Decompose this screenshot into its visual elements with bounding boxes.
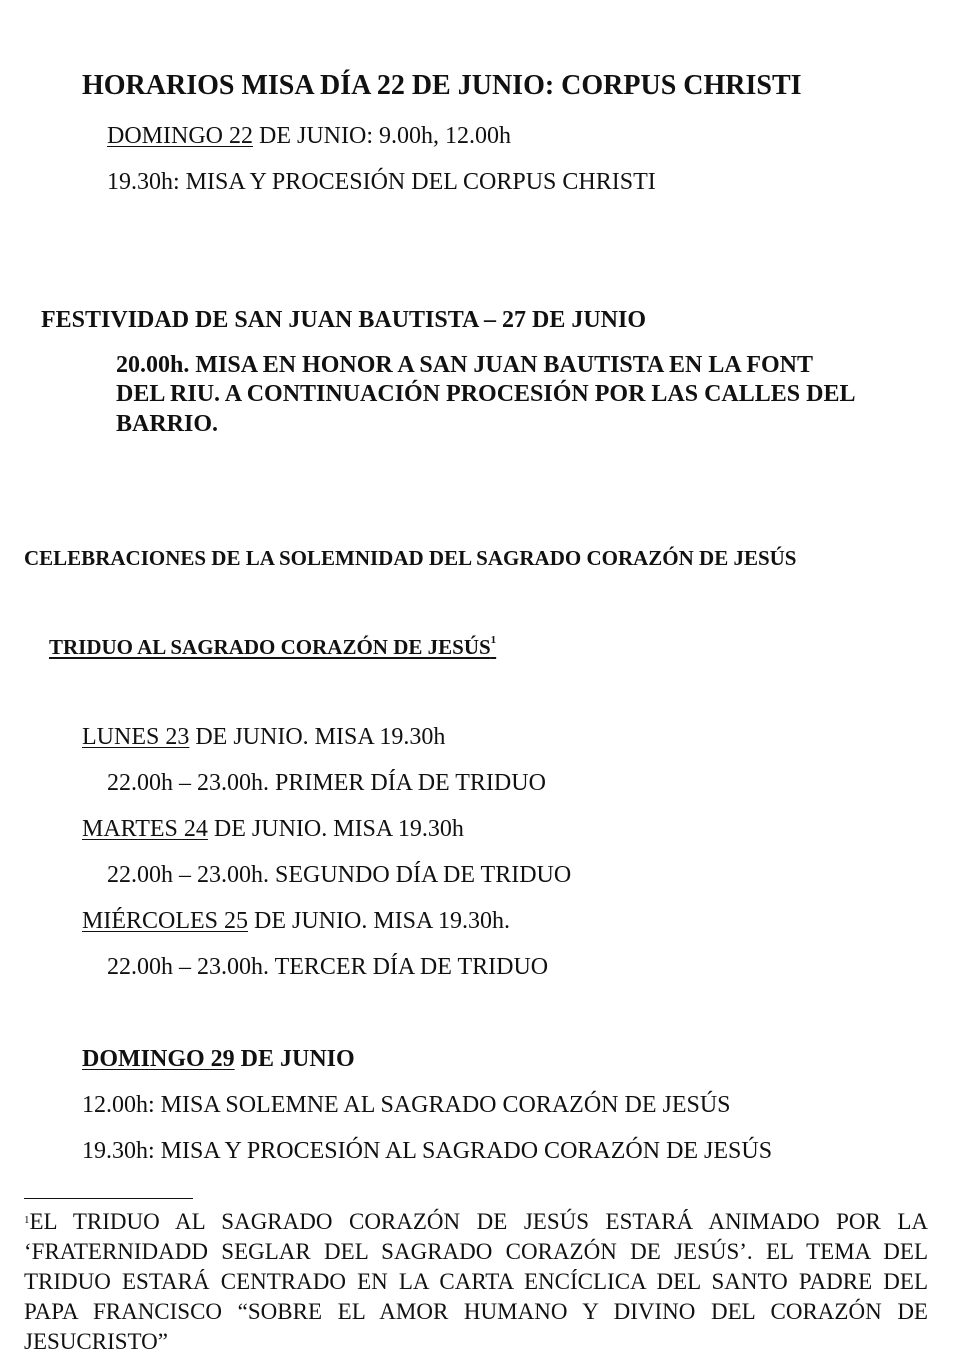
domingo-29-title: DOMINGO 29 DE JUNIO (82, 1046, 355, 1072)
corpus-date: DOMINGO 22 (107, 123, 253, 149)
corpus-line-1 (107, 124, 511, 148)
corpus-line-2: 19.30h: MISA Y PROCESIÓN DEL CORPUS CHRISTI (107, 169, 656, 195)
triduo-day-2-sub: 22.00h – 23.00h. SEGUNDO DÍA DE TRIDUO (107, 862, 572, 888)
triduo-day-2: MARTES 24 DE JUNIO. MISA 19.30h (82, 816, 464, 842)
triduo-day-3-sub: 22.00h – 23.00h. TERCER DÍA DE TRIDUO (107, 954, 549, 980)
san-juan-line-1: 20.00h. MISA EN HONOR A SAN JUAN BAUTISTA EN LA FONT (116, 352, 814, 378)
san-juan-line-3: BARRIO. (116, 411, 219, 437)
footnote (24, 1207, 928, 1357)
corpus-times: DE JUNIO: 9.00h, 12.00h (253, 123, 511, 149)
domingo-29-line-1: 12.00h: MISA SOLEMNE AL SAGRADO CORAZÓN DE JESÚS (82, 1092, 731, 1118)
footnote-text: EL TRIDUO AL SAGRADO CORAZÓN DE JESÚS ESTARÁ ANIMADO POR LA ‘FRATERNIDADD SEGLAR DEL SAGRADO CORAZÓN DE JESÚS’. EL TEMA DEL TRIDUO ESTARÁ CENTRADO EN LA CARTA ENCÍCLICA DEL SANTO PADRE DEL PAPA FRANCISCO “SOBRE EL AMOR HUMANO Y DIVINO DEL CORAZÓN DE JESUCRISTO” (24, 1209, 928, 1354)
footnote-separator (24, 1198, 193, 1199)
san-juan-title: FESTIVIDAD DE SAN JUAN BAUTISTA – 27 DE JUNIO (41, 307, 646, 333)
triduo-title (49, 634, 497, 659)
domingo-29-line-2: 19.30h: MISA Y PROCESIÓN AL SAGRADO CORAZÓN DE JESÚS (82, 1138, 773, 1164)
triduo-day-1: LUNES 23 DE JUNIO. MISA 19.30h (82, 724, 446, 750)
triduo-day-3: MIÉRCOLES 25 DE JUNIO. MISA 19.30h. (82, 908, 511, 934)
san-juan-line-2: DEL RIU. A CONTINUACIÓN PROCESIÓN POR LAS CALLES DEL (116, 381, 856, 407)
triduo-title-text: TRIDUO AL SAGRADO CORAZÓN DE JESÚS$^1$ (49, 634, 497, 659)
footnote-mark: 1 (24, 1214, 30, 1226)
sagrado-title: CELEBRACIONES DE LA SOLEMNIDAD DEL SAGRADO CORAZÓN DE JESÚS (24, 546, 797, 570)
footnote-ref: 1 (490, 634, 497, 646)
corpus-title: HORARIOS MISA DÍA 22 DE JUNIO: CORPUS CHRISTI (82, 70, 802, 101)
triduo-day-1-sub: 22.00h – 23.00h. PRIMER DÍA DE TRIDUO (107, 770, 546, 796)
